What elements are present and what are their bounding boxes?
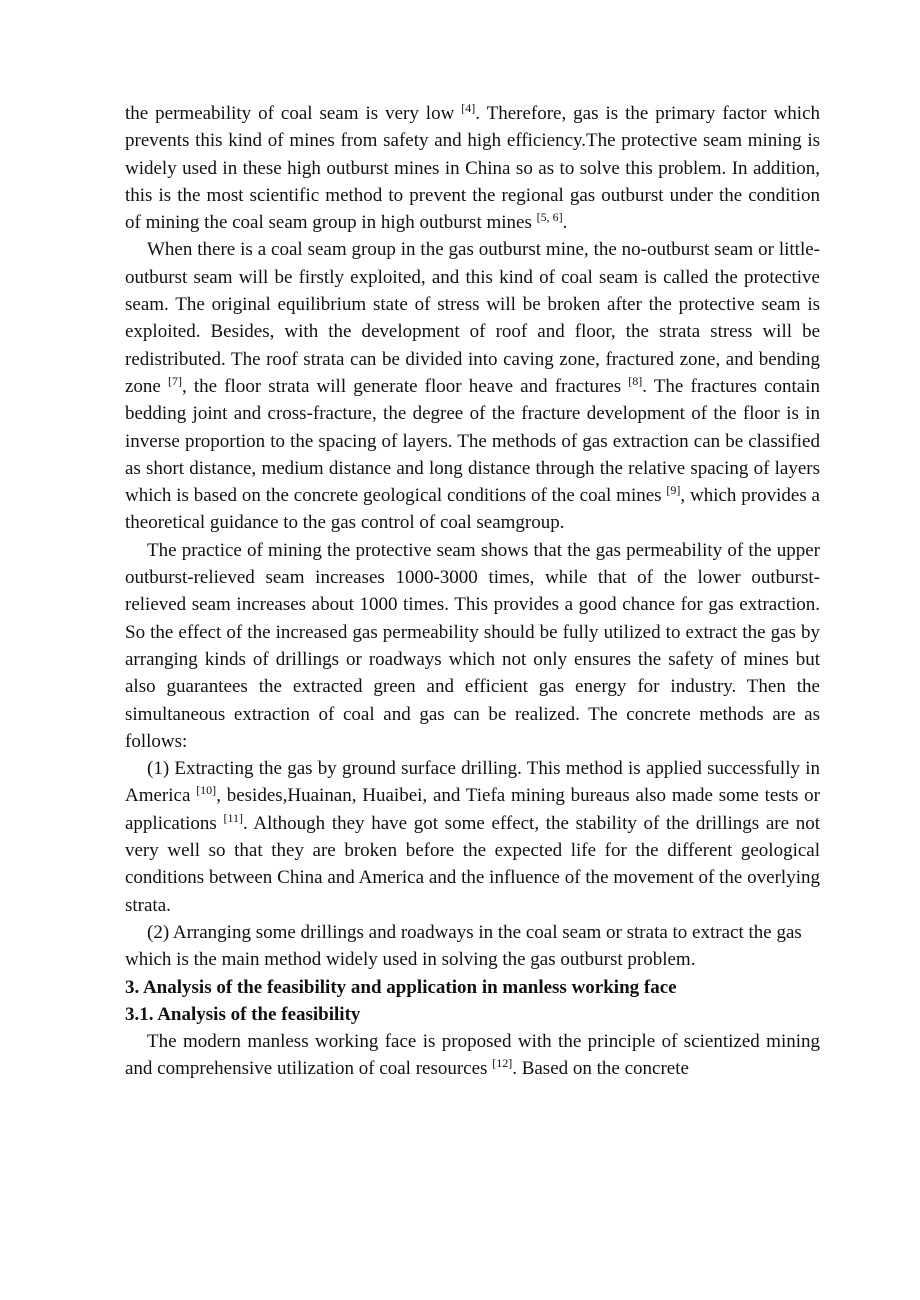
subsection-heading: 3.1. Analysis of the feasibility <box>125 1003 361 1025</box>
text-run: The practice of mining the protective seam shows that the gas permeability of the upper outburst-relieved seam increases 1000-3000 times, while that of the lower outburst-relieved seam increases about 1000 times. This provides a good chance for gas extraction. So the effect of the increased gas permeability should be fully utilized to extract the gas by arranging kinds of drillings or roadways which not only ensures the safety of mines but also guarantees the extracted green and efficient gas energy for industry. Then the simultaneous extraction of coal and gas can be realized. The concrete methods are as follows: <box>125 539 820 752</box>
citation-ref: [7] <box>168 373 182 388</box>
citation-ref: [8] <box>628 373 643 388</box>
citation-ref: [10] <box>196 783 217 798</box>
citation-ref: [5, 6] <box>536 210 563 225</box>
paragraph-final <box>125 1028 820 1083</box>
text-run: . <box>562 212 568 234</box>
citation-ref: [11] <box>223 810 244 825</box>
text-run: , the floor strata will generate floor heave and fractures <box>182 375 629 397</box>
paragraph-2 <box>125 236 820 536</box>
citation-ref: [9] <box>666 483 681 498</box>
text-run: When there is a coal seam group in the gas outburst mine, the no-outburst seam or little-outburst seam will be firstly exploited, and this kind of coal seam is called the protective seam. The original equilibrium state of stress will be broken after the protective seam is exploited. Besides, with the development of roof and floor, the strata stress will be redistributed. The roof strata can be divided into caving zone, fractured zone, and bending zone <box>125 239 820 397</box>
citation-ref: [12] <box>492 1056 513 1071</box>
paragraph-1 <box>125 100 820 236</box>
text-run: the permeability of coal seam is very low <box>125 103 462 124</box>
paragraph-4 <box>125 755 820 919</box>
text-run: . The fractures contain bedding joint and cross-fracture, the degree of the fracture development of the floor is in inverse proportion to the spacing of layers. The methods of gas extraction can be classified as short distance, medium distance and long distance through the relative spacing of layers which is based on the concrete geological conditions of the coal mines <box>125 375 820 507</box>
text-run: . Therefore, gas is the primary factor which prevents this kind of mines from safety and high efficiency.The protective seam mining is widely used in these high outburst mines in China so as to solve this problem. In addition, this is the most scientific method to prevent the regional gas outburst under the condition of mining the coal seam group in high outburst mines <box>125 103 820 234</box>
paragraph-5 <box>125 919 820 974</box>
paragraph-3 <box>125 537 820 755</box>
text-run: , besides,Huainan, Huaibei, and Tiefa mining bureaus also made some tests or applications <box>125 785 820 834</box>
text-run: The modern manless working face is proposed with the principle of scientized mining and comprehensive utilization of coal resources <box>125 1031 820 1080</box>
text-run: (2) Arranging some drillings and roadways in the coal seam or strata to extract the gas which is the main method widely used in solving the gas outburst problem. <box>125 921 802 971</box>
document-page <box>125 100 820 1083</box>
text-run: , which provides a theoretical guidance to the gas control of coal seamgroup. <box>125 485 820 534</box>
text-run: (1) Extracting the gas by ground surface drilling. This method is applied successfully in America <box>125 758 820 807</box>
body-paragraphs <box>125 100 820 974</box>
section-heading: 3. Analysis of the feasibility and application in manless working face <box>125 976 677 998</box>
text-run: . Although they have got some effect, the stability of the drillings are not very well so that they are broken before the expected life for the different geological conditions between China and America and the influence of the movement of the overlying strata. <box>125 812 820 916</box>
citation-ref: [4] <box>461 101 476 115</box>
text-run: . Based on the concrete <box>512 1058 689 1080</box>
